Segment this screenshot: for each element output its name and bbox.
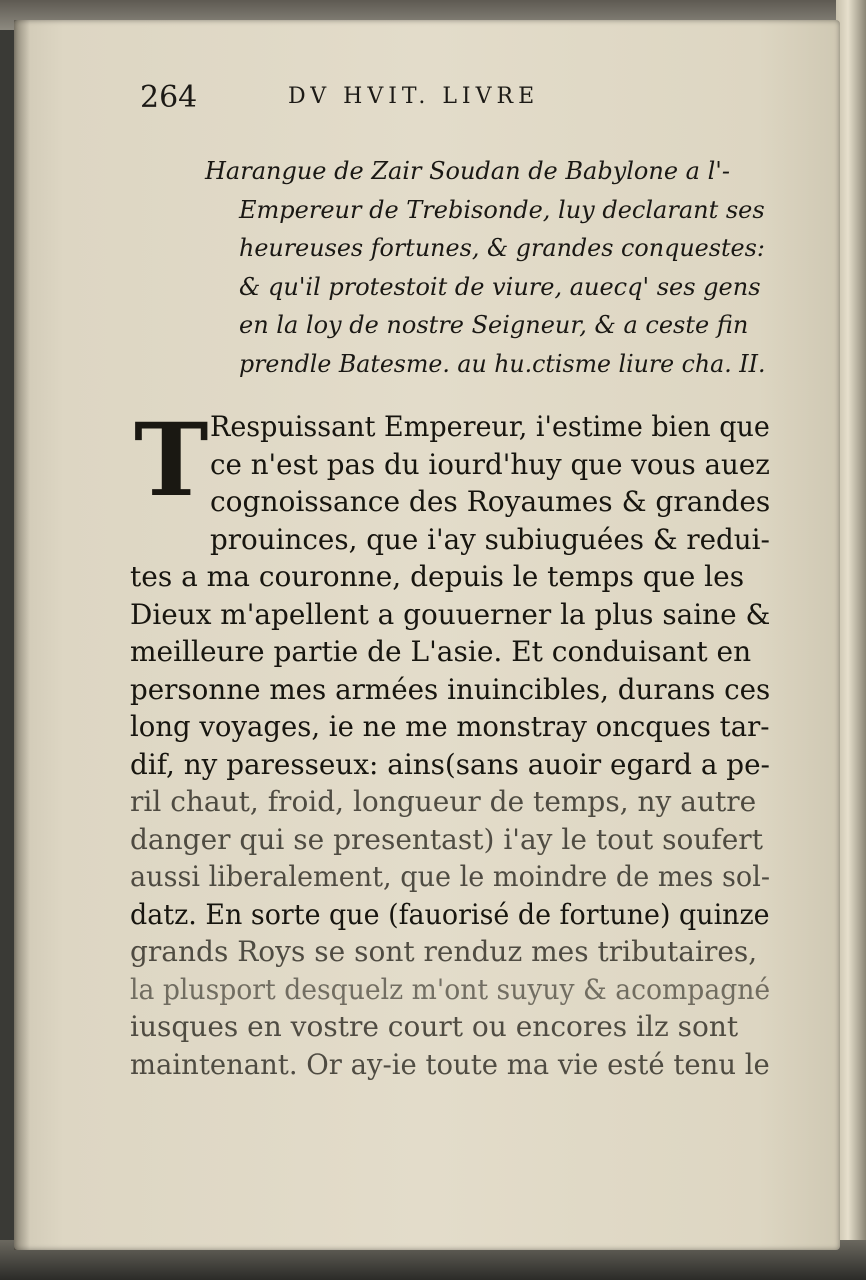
chapter-argument bbox=[205, 152, 765, 383]
body-line: la plusport desquelz m'ont suyuy & acompagné bbox=[130, 972, 771, 1006]
body-line: datz. En sorte que (fauorisé de fortune) quinze bbox=[130, 897, 770, 931]
body-line: aussi liberalement, que le moindre de mes sol- bbox=[130, 860, 770, 893]
body-line: ce n'est pas du iourd'huy que vous auez bbox=[210, 447, 770, 481]
body-line: prouinces, que i'ay subiuguées & redui- bbox=[210, 522, 770, 556]
page-number: 264 bbox=[140, 80, 198, 115]
page-header bbox=[140, 80, 800, 120]
argument-line: & qu'il protestoit de viure, auecq' ses gens bbox=[239, 272, 761, 301]
argument-line: en la loy de nostre Seigneur, & a ceste fin bbox=[239, 311, 749, 339]
argument-line: Empereur de Trebisonde, luy declarant ses bbox=[239, 195, 765, 224]
body-text bbox=[130, 401, 771, 1083]
running-title: DV HVIT. LIVRE bbox=[288, 84, 540, 109]
body-line: maintenant. Or ay-ie toute ma vie esté tenu le bbox=[130, 1047, 770, 1081]
body-line: ril chaut, froid, longueur de temps, ny autre bbox=[130, 785, 757, 818]
body-line: tes a ma couronne, depuis le temps que les bbox=[130, 560, 745, 593]
drop-cap-initial: T bbox=[134, 401, 209, 519]
body-line: danger qui se presentast) i'ay le tout soufert bbox=[130, 822, 763, 856]
body-line: cognoissance des Royaumes & grandes bbox=[210, 485, 771, 518]
body-line: Respuissant Empereur, i'estime bien que bbox=[210, 410, 770, 443]
body-line: dif, ny paresseux: ains(sans auoir egard a pe- bbox=[130, 747, 770, 781]
argument-line: heureuses fortunes, & grandes conquestes: bbox=[239, 234, 765, 262]
body-line: long voyages, ie ne me monstray oncques tar- bbox=[130, 710, 770, 743]
body-line: personne mes armées inuincibles, durans ces bbox=[130, 672, 771, 706]
body-line: meilleure partie de L'asie. Et conduisant en bbox=[130, 635, 752, 668]
body-line: iusques en vostre court ou encores ilz sont bbox=[130, 1010, 739, 1043]
book-edge-right bbox=[836, 0, 866, 1280]
body-line: grands Roys se sont renduz mes tributaires, bbox=[130, 935, 758, 968]
argument-line: prendle Batesme. au hu.ctisme liure cha. II. bbox=[239, 349, 766, 378]
body-line: Dieux m'apellent a gouuerner la plus saine & bbox=[130, 597, 771, 631]
gutter-shadow bbox=[14, 20, 30, 1250]
argument-line: Harangue de Zair Soudan de Babylone a l'- bbox=[205, 157, 730, 185]
